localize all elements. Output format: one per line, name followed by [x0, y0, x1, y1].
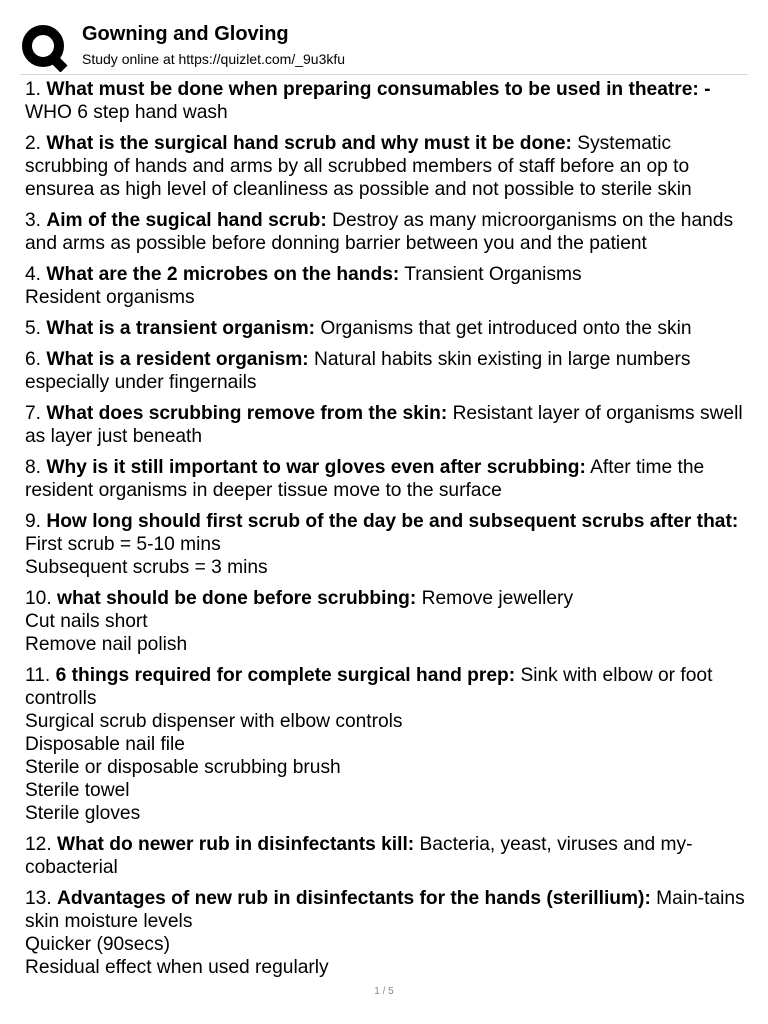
card-number: 13.	[25, 888, 52, 909]
flashcard	[25, 348, 751, 394]
card-answer-line: -	[698, 79, 711, 100]
quizlet-logo-icon	[20, 22, 70, 72]
card-answer-line: First scrub = 5-10 mins	[25, 534, 221, 555]
card-question: What do newer rub in disinfectants kill:	[57, 834, 415, 855]
card-answer-line: After time the resident organisms in deeper tissue move to the surface	[25, 457, 705, 501]
card-number: 4.	[25, 264, 42, 285]
card-answer-line: Natural habits skin existing in large numbers especially under fingernails	[25, 349, 691, 393]
flashcard	[25, 456, 751, 502]
flashcard	[25, 317, 751, 340]
card-answer-line: Bacteria, yeast, viruses and my-cobacterial	[25, 834, 693, 878]
flashcard	[25, 263, 751, 309]
card-number: 12.	[25, 834, 52, 855]
card-number: 11.	[25, 665, 51, 686]
card-answer-line: Resident organisms	[25, 287, 195, 308]
flashcard	[25, 78, 751, 124]
flashcard	[25, 833, 751, 879]
card-answer-line: Sterile or disposable scrubbing brush	[25, 757, 341, 778]
study-online-link[interactable]: Study online at https://quizlet.com/_9u3kfu	[82, 51, 346, 67]
card-number: 3.	[25, 210, 42, 231]
card-question: What is the surgical hand scrub and why must it be done:	[46, 133, 572, 154]
card-question: What is a transient organism:	[46, 318, 316, 339]
flashcard	[25, 132, 751, 201]
card-question: What is a resident organism:	[46, 349, 309, 370]
flashcard-list	[25, 78, 751, 987]
card-number: 10.	[25, 588, 52, 609]
card-answer-line: Destroy as many microorganisms on the hands and arms as possible before donning barrier between you and the patient	[25, 210, 734, 254]
card-answer-line: Disposable nail file	[25, 734, 185, 755]
flashcard	[25, 510, 751, 579]
card-answer-line: Sterile towel	[25, 780, 130, 801]
card-question: Advantages of new rub in disinfectants for the hands (sterillium):	[57, 888, 651, 909]
page-number: 1 / 5	[374, 986, 394, 997]
card-number: 8.	[25, 457, 42, 478]
header	[0, 0, 768, 74]
card-question: How long should first scrub of the day be and subsequent scrubs after that:	[46, 511, 739, 532]
card-answer-line: Transient Organisms	[399, 264, 582, 285]
flashcard	[25, 209, 751, 255]
card-answer-line: Remove jewellery	[416, 588, 574, 609]
card-number: 7.	[25, 403, 42, 424]
card-answer-line: WHO 6 step hand wash	[25, 102, 228, 123]
card-answer-line: Systematic scrubbing of hands and arms by all scrubbed members of staff before an op to ensurea as high level of cleanliness as possible and not possible to sterile skin	[25, 133, 692, 200]
card-answer-line: Surgical scrub dispenser with elbow controls	[25, 711, 403, 732]
card-answer-line: Organisms that get introduced onto the skin	[315, 318, 692, 339]
card-answer-line: Subsequent scrubs = 3 mins	[25, 557, 268, 578]
card-question: Why is it still important to war gloves even after scrubbing:	[46, 457, 586, 478]
card-question: What must be done when preparing consumables to be used in theatre:	[46, 79, 699, 100]
card-answer-line: Resistant layer of organisms swell as layer just beneath	[25, 403, 743, 447]
card-answer-line: Sink with elbow or foot controlls	[25, 665, 713, 709]
document-title: Gowning and Gloving	[82, 23, 289, 45]
card-answer-line: Residual effect when used regularly	[25, 957, 329, 978]
card-answer-line: Cut nails short	[25, 611, 148, 632]
flashcard	[25, 402, 751, 448]
flashcard	[25, 664, 751, 825]
card-question: What does scrubbing remove from the skin:	[46, 403, 448, 424]
card-number: 2.	[25, 133, 42, 154]
card-number: 6.	[25, 349, 42, 370]
card-number: 5.	[25, 318, 42, 339]
card-question: What are the 2 microbes on the hands:	[46, 264, 400, 285]
card-number: 9.	[25, 511, 42, 532]
card-answer-line: Remove nail polish	[25, 634, 188, 655]
card-answer-line: Quicker (90secs)	[25, 934, 171, 955]
header-divider	[20, 74, 748, 75]
card-number: 1.	[25, 79, 42, 100]
flashcard	[25, 587, 751, 656]
card-question: what should be done before scrubbing:	[57, 588, 417, 609]
card-answer-line: Sterile gloves	[25, 803, 141, 824]
flashcard	[25, 887, 751, 979]
card-question: Aim of the sugical hand scrub:	[46, 210, 327, 231]
card-question: 6 things required for complete surgical hand prep:	[55, 665, 516, 686]
card-answer-line: Main-tains skin moisture levels	[25, 888, 745, 932]
